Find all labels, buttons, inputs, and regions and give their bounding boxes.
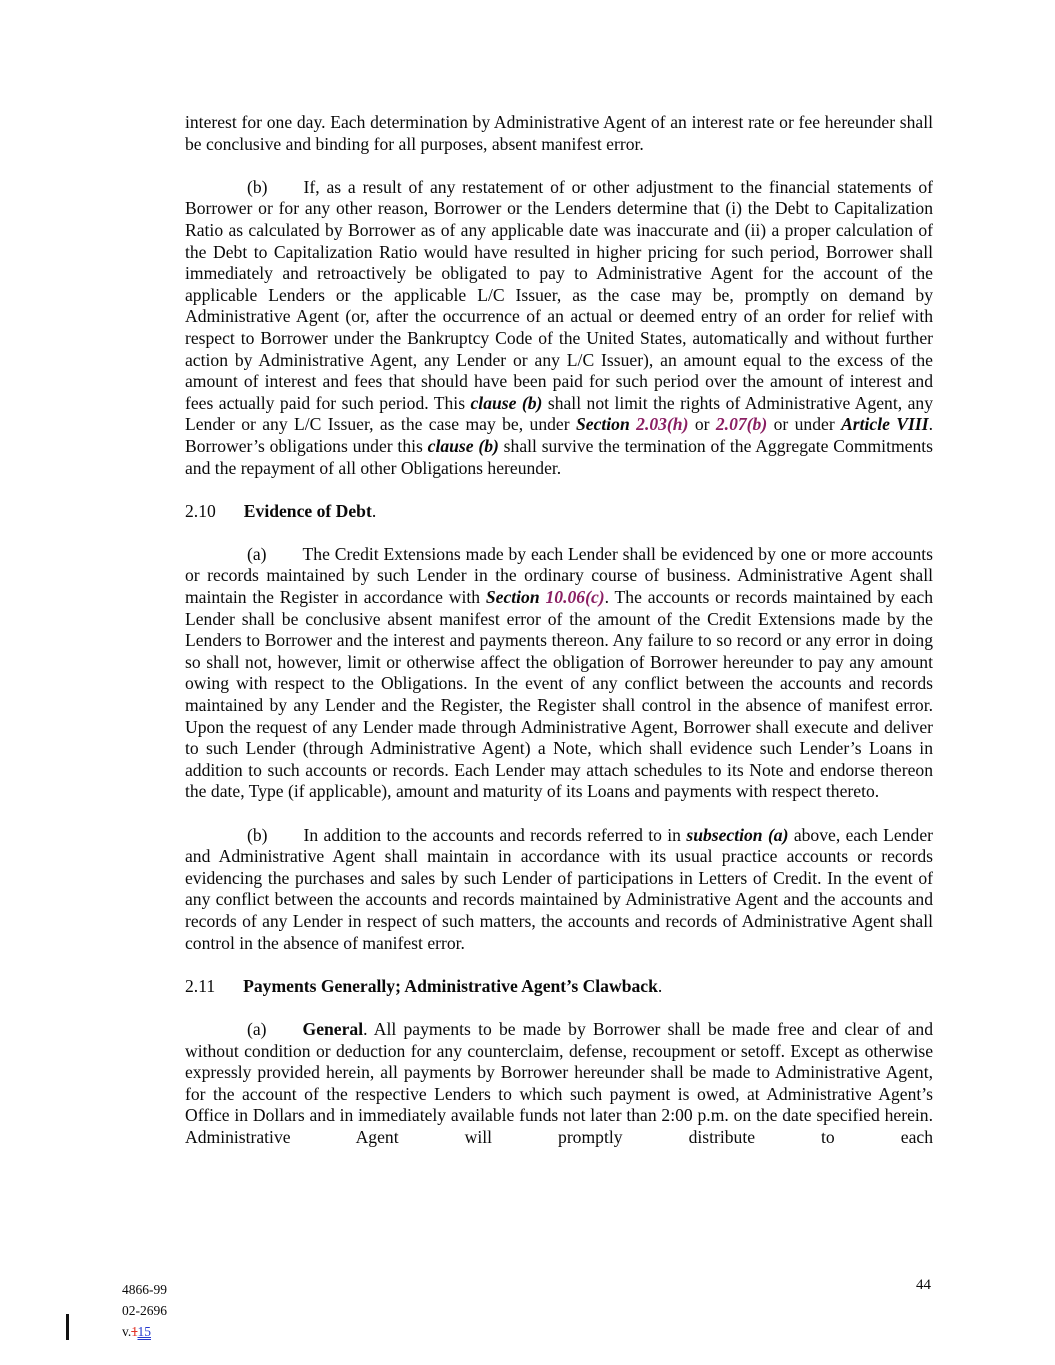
text-run-bold: General bbox=[302, 1018, 364, 1039]
cross-reference-link[interactable]: 2.07(b) bbox=[715, 414, 768, 435]
text-run: (a) bbox=[247, 543, 267, 564]
text-run: shall not limit the rights of Administrative Agent, any Lender or any L/C Issuer, as the case may be, under bbox=[185, 392, 933, 435]
text-run: 2.10 bbox=[185, 500, 216, 521]
paragraph bbox=[185, 825, 933, 955]
text-run: (b) bbox=[247, 176, 268, 197]
text-run: . Borrower’s obligations under this bbox=[185, 414, 933, 456]
text-run: In addition to the accounts and records referred to in bbox=[303, 824, 687, 845]
paragraph bbox=[185, 177, 933, 479]
text-run-bold: Payments Generally; Administrative Agent’s Clawback bbox=[243, 975, 658, 996]
text-run: . All payments to be made by Borrower shall be made free and clear of and without condition or deduction for any counterclaim, defense, recoupment or setoff. Except as otherwise expressly provided herein, all payments by Borrower hereunder shall be made to Administrative Agent, for the account of the respective Lenders to which such payment is owed, at Administrative Agent’s Office in Dollars and in immediately available funds not later than 2:00 p.m. on the date specified herein. Administrative Agent will promptly distribute to each bbox=[185, 1018, 933, 1147]
version-inserted-link[interactable]: 15 bbox=[137, 1324, 151, 1339]
footer-version-line bbox=[122, 1321, 167, 1342]
version-prefix: v. bbox=[122, 1324, 132, 1339]
section-heading bbox=[185, 976, 933, 998]
text-run: interest for one day. Each determination by Administrative Agent of an interest rate or fee hereunder shall be conclusive and binding for all purposes, absent manifest error. bbox=[185, 112, 933, 154]
page-number: 44 bbox=[916, 1277, 931, 1293]
revision-change-bar bbox=[66, 1314, 69, 1340]
footer-doc-number: 4866-99 bbox=[122, 1282, 167, 1297]
cross-reference-link[interactable]: 10.06(c) bbox=[545, 587, 605, 608]
paragraph bbox=[185, 544, 933, 803]
text-run: . bbox=[657, 975, 663, 996]
text-run-bold-italic: clause (b) bbox=[427, 435, 499, 456]
version-deleted-text: 1 bbox=[131, 1324, 138, 1339]
text-run: If, as a result of any restatement of or other adjustment to the financial statements of Borrower or for any other reason, Borrower or the Lenders determine that (i) the Debt to Capitalization Ratio as calculated by Borrower as of any applicable date was inaccurate and (ii) a proper calculation of the Debt to Capitalization Ratio would have resulted in higher pricing for such period, Borrower shall immediately and retroactively be obligated to pay to Administrative Agent for the account of the applicable Lenders or the applicable L/C Issuer, as the case may be, promptly on demand by Administrative Agent (or, after the occurrence of an actual or deemed entry of an order for relief with respect to Borrower under the Bankruptcy Code of the United States, automatically and without further action by Administrative Agent, any Lender or any L/C Issuer), an amount equal to the excess of the amount of interest and fees that should have been paid for such period over the amount of interest and fees actually paid for such period. This bbox=[185, 176, 933, 413]
section-heading bbox=[185, 501, 933, 523]
document-footer bbox=[122, 1279, 167, 1342]
cross-reference-link[interactable]: 2.03(h) bbox=[636, 414, 689, 435]
text-run: 2.11 bbox=[185, 975, 216, 996]
paragraph bbox=[185, 1019, 933, 1149]
document-body bbox=[185, 112, 933, 1149]
text-run: or bbox=[688, 414, 716, 435]
text-run-bold-italic: Section bbox=[575, 414, 637, 435]
text-run-bold-italic: clause (b) bbox=[470, 392, 543, 413]
text-run-bold-italic: Article VIII bbox=[841, 414, 929, 435]
text-run: shall survive the termination of the Aggregate Commitments and the repayment of all other Obligations hereunder. bbox=[185, 435, 933, 478]
text-run: (b) bbox=[247, 824, 268, 845]
text-run: or under bbox=[767, 414, 842, 435]
text-run: above, each Lender and Administrative Agent shall maintain in accordance with its usual practice accounts or records evidencing the purchases and sales by such Lender of participations in Letters of Credit. In the event of any conflict between the accounts and records maintained by Administrative Agent and the accounts and records of any Lender in respect of such matters, the accounts and records of Administrative Agent shall control in the absence of manifest error. bbox=[185, 824, 933, 953]
paragraph bbox=[185, 112, 933, 155]
text-run-bold-italic: subsection (a) bbox=[686, 824, 789, 845]
text-run-bold: Evidence of Debt bbox=[243, 500, 372, 521]
text-run-bold-italic: Section bbox=[485, 587, 546, 608]
text-run: . The accounts or records maintained by each Lender shall be conclusive absent manifest error of the amount of the Credit Extensions made by the Lenders to Borrower and the interest and payments thereon. Any failure to so record or any error in doing so shall not, however, limit or otherwise affect the obligation of Borrower hereunder to pay any amount owing with respect to the Obligations. In the event of any conflict between the accounts and records maintained by any Lender and the Register, the Register shall control in the absence of manifest error. Upon the request of any Lender made through Administrative Agent, Borrower shall execute and deliver to such Lender (through Administrative Agent) a Note, which shall evidence such Lender’s Loans in addition to such accounts or records. Each Lender may attach schedules to its Note and endorse thereon the date, Type (if applicable), amount and maturity of its Loans and payments with respect thereto. bbox=[185, 587, 933, 802]
text-run: The Credit Extensions made by each Lender shall be evidenced by one or more accounts or records maintained by such Lender in the ordinary course of business. Administrative Agent shall maintain the Register in accordance with bbox=[185, 543, 933, 608]
text-run: . bbox=[371, 500, 377, 521]
footer-doc-code: 02-2696 bbox=[122, 1303, 167, 1318]
text-run: (a) bbox=[247, 1018, 267, 1039]
